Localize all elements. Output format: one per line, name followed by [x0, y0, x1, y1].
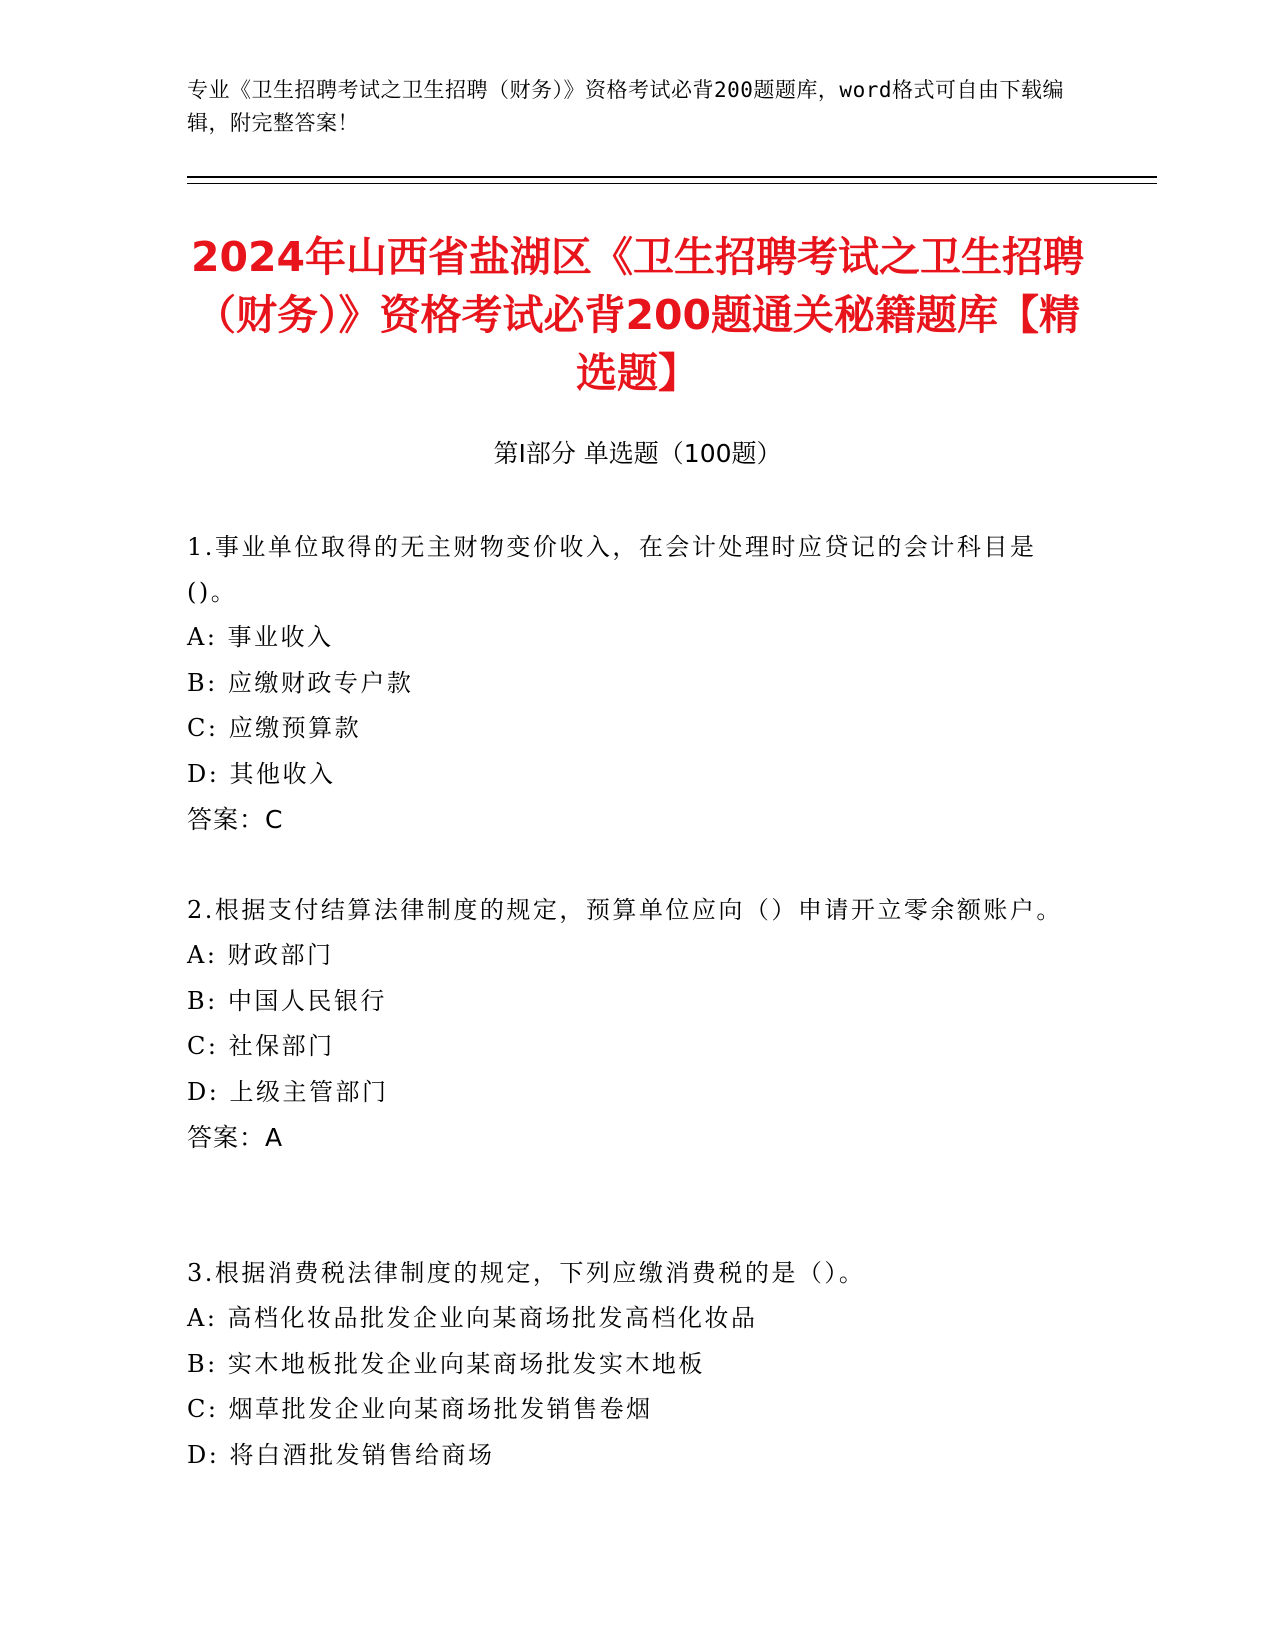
option-a: A: 事业收入: [187, 623, 334, 651]
option-b: B: 应缴财政专户款: [187, 668, 414, 697]
option-b: B: 实木地板批发企业向某商场批发实木地板: [187, 1349, 705, 1378]
option-c: C: 烟草批发企业向某商场批发销售卷烟: [187, 1395, 653, 1423]
question-1: [187, 525, 1067, 842]
question-stem: 3.根据消费税法律制度的规定，下列应缴消费税的是（）。: [187, 1259, 866, 1287]
option-d: D: 上级主管部门: [187, 1077, 389, 1106]
document-title: 2024年山西省盐湖区《卫生招聘考试之卫生招聘（财务）》资格考试必背200题通关秘籍题库【精选题】: [190, 233, 1085, 397]
option-a: A: 高档化妆品批发企业向某商场批发高档化妆品: [187, 1304, 758, 1332]
answer-line: 答案：A: [187, 1123, 284, 1152]
header-divider-thin: [187, 183, 1157, 184]
option-b: B: 中国人民银行: [187, 986, 387, 1015]
header-note: 专业《卫生招聘考试之卫生招聘（财务）》资格考试必背200题题库，word格式可自由下载编辑，附完整答案！: [187, 78, 1064, 135]
section-heading: 第Ⅰ部分 单选题（100题）: [493, 439, 782, 468]
option-d: D: 将白酒批发销售给商场: [187, 1440, 495, 1469]
question-stem: 1.事业单位取得的无主财物变价收入，在会计处理时应贷记的会计科目是()。: [187, 533, 1037, 606]
question-3: [187, 1251, 1067, 1478]
option-d: D: 其他收入: [187, 759, 336, 788]
option-c: C: 社保部门: [187, 1032, 335, 1060]
header-divider-thick: [187, 176, 1157, 178]
option-c: C: 应缴预算款: [187, 714, 362, 742]
question-2: [187, 888, 1067, 1160]
answer-line: 答案：C: [187, 805, 284, 834]
option-a: A: 财政部门: [187, 941, 334, 969]
question-stem: 2.根据支付结算法律制度的规定，预算单位应向（）申请开立零余额账户。: [187, 896, 1063, 924]
